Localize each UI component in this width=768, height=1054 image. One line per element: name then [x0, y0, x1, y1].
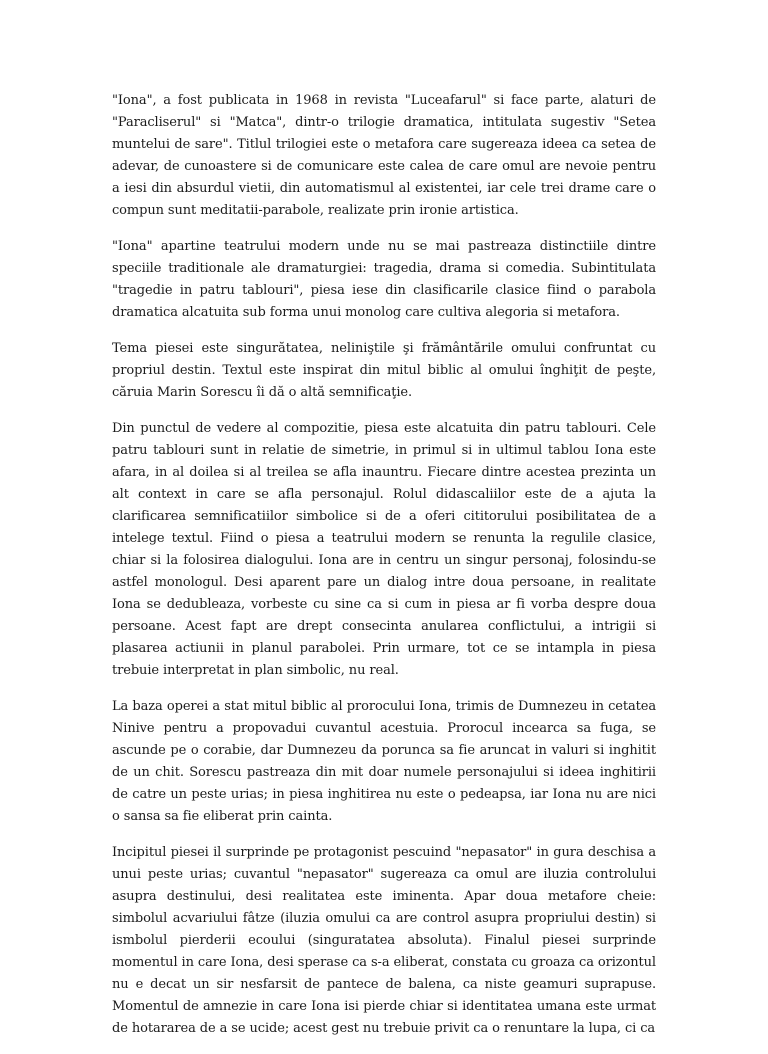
paragraph-2: "Iona" apartine teatrului modern unde nu se mai pastreaza distinctiile dintre speciile traditionale ale dramaturgiei: tragedia, drama si comedia. Subintitulata "tragedie in patru tablouri", piesa iese din clasificarile clasice fiind o parabola dramatica alcatuita sub forma unui monolog care cultiva alegoria si metafora.: [112, 239, 656, 320]
paragraph-3: Tema piesei este singurătatea, neliniştile şi frământările omului confruntat cu propriul destin. Textul este inspirat din mitul biblic al omului înghiţit de peşte, căruia Marin Sorescu îi dă o altă semnificaţie.: [112, 341, 656, 400]
document-page: [112, 90, 656, 1054]
paragraph-5: La baza operei a stat mitul biblic al prorocului Iona, trimis de Dumnezeu in cetatea Ninive pentru a propovadui cuvantul acestuia. Prorocul incearca sa fuga, se ascunde pe o corabie, dar Dumnezeu da porunca sa fie aruncat in valuri si inghitit de un chit. Sorescu pastreaza din mit doar numele personajului si ideea inghitirii de catre un peste urias; in piesa inghitirea nu este o pedeapsa, iar Iona nu are nici o sansa sa fie eliberat prin cainta.: [112, 699, 656, 824]
paragraph-1: "Iona", a fost publicata in 1968 in revista "Luceafarul" si face parte, alaturi de "Paracliserul" si "Matca", dintr-o trilogie dramatica, intitulata sugestiv "Setea muntelui de sare". Titlul trilogiei este o metafora care sugereaza ideea ca setea de adevar, de cunoastere si de comunicare este calea de care omul are nevoie pentru a iesi din absurdul vietii, din automatismul al existentei, iar cele trei drame care o compun sunt meditatii-parabole, realizate prin ironie artistica.: [112, 93, 656, 218]
paragraph-4: Din punctul de vedere al compozitie, piesa este alcatuita din patru tablouri. Cele patru tablouri sunt in relatie de simetrie, in primul si in ultimul tablou Iona este afara, in al doilea si al treilea se afla inauntru. Fiecare dintre acestea prezinta un alt context in care se afla personajul. Rolul didascaliilor este de a ajuta la clarificarea semnificatiilor simbolice si de a oferi cititorului posibilitatea de a intelege textul. Fiind o piesa a teatrului modern se renunta la regulile clasice, chiar si la folosirea dialogului. Iona are in centru un singur personaj, folosindu-se astfel monologul. Desi aparent pare un dialog intre doua persoane, in realitate Iona se dedubleaza, vorbeste cu sine ca si cum in piesa ar fi vorba despre doua persoane. Acest fapt are drept consecinta anularea conflictului, a intrigii si plasarea actiunii in planul parabolei. Prin urmare, tot ce se intampla in piesa trebuie interpretat in plan simbolic, nu real.: [112, 421, 656, 678]
paragraph-6: Incipitul piesei il surprinde pe protagonist pescuind "nepasator" in gura deschisa a unui peste urias; cuvantul "nepasator" sugereaza ca omul are iluzia controlului asupra destinului, desi realitatea este iminenta. Apar doua metafore cheie: simbolul acvariului fâtze (iluzia omului ca are control asupra propriului destin) si ismbolul pierderii ecoului (singuratatea absoluta). Finalul piesei surprinde momentul in care Iona, desi sperase ca s-a eliberat, constata cu groaza ca orizontul nu e decat un sir nesfarsit de pantece de balena, ca niste geamuri suprapuse. Momentul de amnezie in care Iona isi pierde chiar si identitatea umana este urmat de hotararea de a se ucide; acest gest nu trebuie privit ca o renuntare la lupa, ci ca: [112, 845, 656, 1036]
